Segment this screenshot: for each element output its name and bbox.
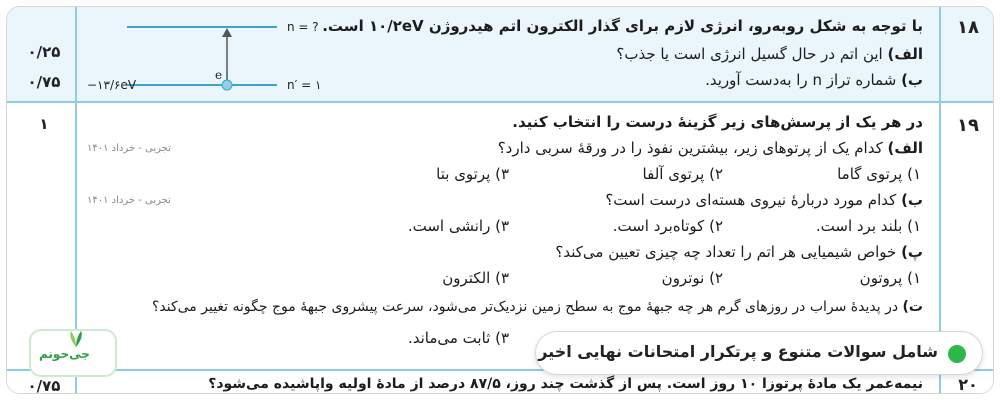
part-text: کدام مورد دربارهٔ نیروی هسته‌ای درست است؟ (605, 191, 897, 209)
green-dot-icon (948, 345, 966, 363)
source-tag: تجربی - خرداد ۱۴۰۱ (87, 143, 171, 154)
question-part (705, 71, 923, 89)
logo-text: جی‌حونم (39, 347, 90, 361)
answer-option: ۳) ثابت می‌ماند. (407, 329, 509, 347)
electron-icon (222, 80, 232, 90)
brand-logo[interactable] (29, 329, 117, 377)
answer-option: ۳) رانشی است. (407, 217, 509, 235)
answer-option: ۳) الکترون (442, 269, 509, 287)
question-number: ۱۸ (957, 17, 979, 38)
question-number: ۲۰ (958, 375, 978, 394)
energy-level-svg (87, 13, 347, 99)
column-divider (75, 7, 77, 101)
score-value: ۰/۷۵ (27, 377, 61, 394)
energy-level-diagram (87, 13, 347, 99)
part-text: خواص شیمیایی هر اتم را تعداد چه چیزی تعیین می‌کند؟ (555, 243, 897, 261)
exam-card (6, 6, 994, 394)
answer-option: ۲) کوتاه‌برد است. (612, 217, 723, 235)
promo-overlay (29, 329, 981, 379)
part-label: ب) (901, 71, 923, 89)
lower-level-label: n′ = ۱ (287, 78, 322, 92)
question-part (605, 191, 923, 209)
electron-label: e (215, 68, 223, 82)
part-text: در پدیدهٔ سراب در روزهای گرم هر چه جبههٔ موج به سطح زمین نزدیک‌تر می‌شود، سرعت پیشروی جبههٔ موج چگونه تغییر می‌کند؟ (151, 299, 899, 315)
info-banner[interactable] (535, 331, 983, 375)
score-value: ۰/۲۵ (27, 43, 61, 61)
question-row-18 (7, 7, 994, 103)
source-tag: تجربی - خرداد ۱۴۰۱ (87, 195, 171, 206)
banner-text: شامل سوالات متنوع و پرتکرار امتحانات نهایی اخیر (538, 342, 938, 361)
score-value: ۰/۷۵ (27, 73, 61, 91)
question-part (152, 299, 923, 315)
question-part (616, 45, 923, 63)
score-value: ۱ (39, 115, 49, 133)
part-text: شماره تراز n را به‌دست آورید. (705, 71, 897, 89)
leaf-icon (61, 329, 91, 349)
question-part (498, 139, 923, 157)
part-label: الف) (887, 45, 923, 63)
part-label: ت) (902, 299, 923, 315)
answer-option: ۲) نوترون (661, 269, 723, 287)
upper-level-label: n = ? (287, 20, 319, 34)
part-text: کدام یک از پرتوهای زیر، بیشترین نفوذ را در ورقهٔ سربی دارد؟ (497, 139, 883, 157)
part-text: این اتم در حال گسیل انرژی است یا جذب؟ (616, 45, 883, 63)
part-label: ب) (901, 191, 923, 209)
part-label: الف) (887, 139, 923, 157)
part-label: پ) (901, 243, 923, 261)
answer-option: ۱) پرتوی گاما (837, 165, 921, 183)
answer-option: ۱) پروتون (859, 269, 921, 287)
question-stem: در هر یک از پرسش‌های زیر گزینهٔ درست را انتخاب کنید. (512, 113, 923, 131)
question-stem: با توجه به شکل روبه‌رو، انرژی لازم برای گذار الکترون اتم هیدروژن ۱۰/۲eV است. (322, 17, 923, 35)
energy-label: −۱۳/۶eV (87, 78, 137, 92)
arrow-head-icon (222, 28, 232, 37)
answer-option: ۱) بلند برد است. (815, 217, 921, 235)
answer-option: ۲) پرتوی آلفا (642, 165, 723, 183)
question-part (555, 243, 923, 261)
question-stem: نیمه‌عمر یک مادهٔ پرتوزا ۱۰ روز است. پس از گذشت چند روز، ۸۷/۵ درصد از مادهٔ اولیه واپاشیده می‌شود؟ (208, 376, 923, 392)
answer-option: ۳) پرتوی بتا (436, 165, 509, 183)
question-number: ۱۹ (957, 115, 979, 136)
